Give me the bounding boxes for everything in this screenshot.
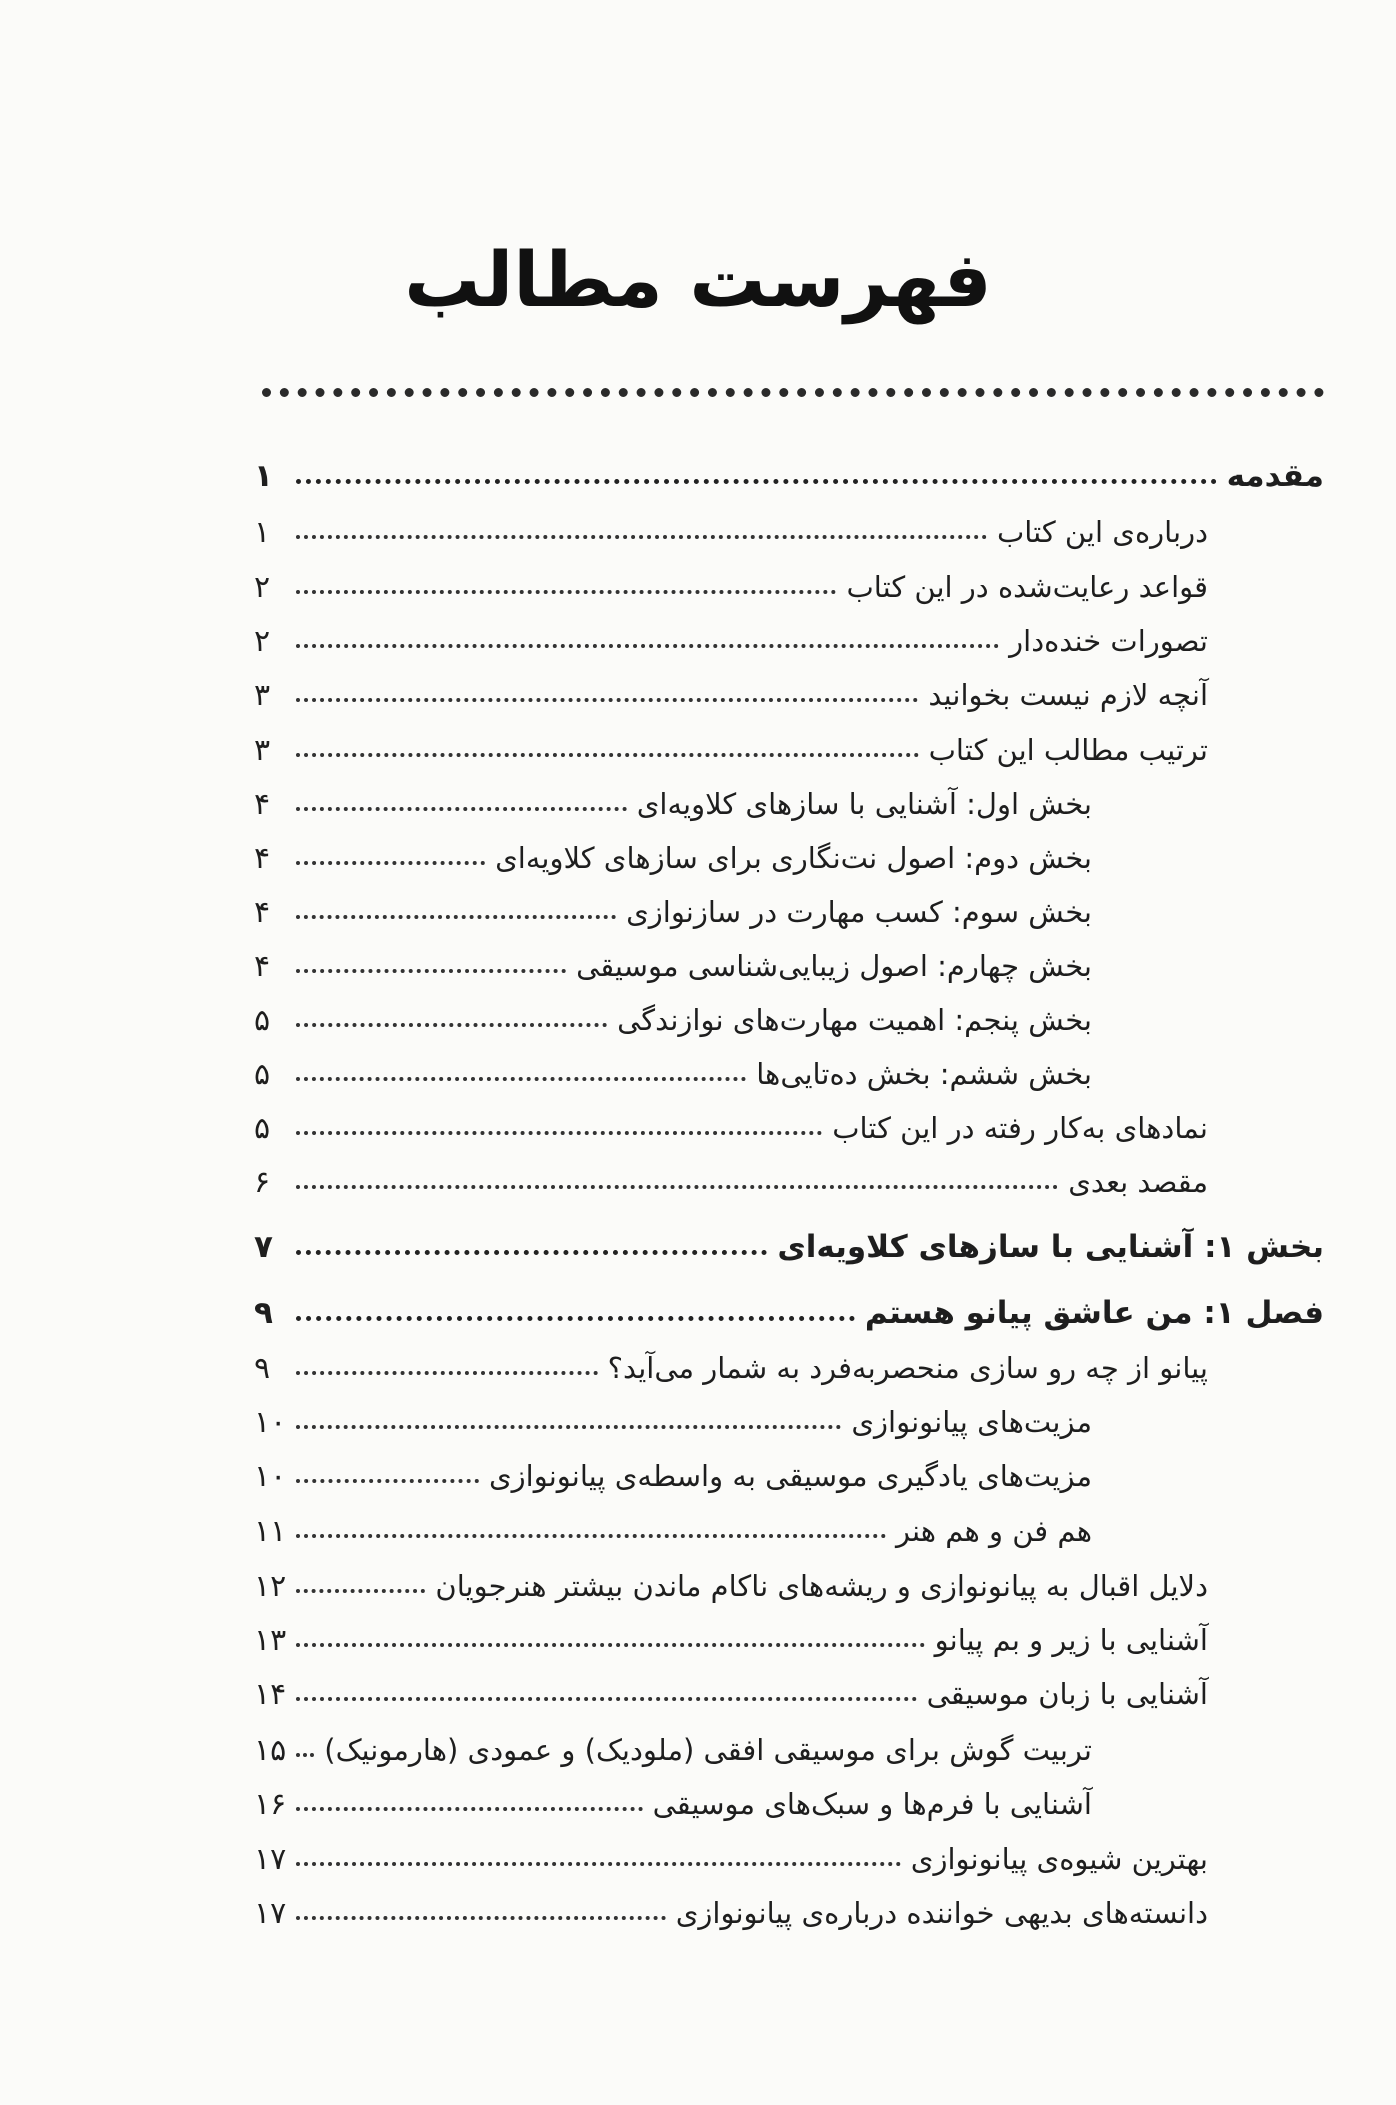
toc-entry-page-number: ۱۳ bbox=[254, 1622, 287, 1658]
dot-leader bbox=[296, 1371, 598, 1375]
dot-leader bbox=[296, 1077, 746, 1081]
dot-leader bbox=[296, 644, 999, 648]
toc-entry-label: بخش اول: آشنایی با سازهای کلاویه‌ای bbox=[636, 787, 1092, 821]
dot-leader bbox=[296, 1807, 643, 1811]
toc-entry-page-number: ۱۲ bbox=[254, 1568, 287, 1604]
toc-entry[interactable] bbox=[254, 1779, 1092, 1829]
toc-entry-label: دانسته‌های بدیهی خواننده درباره‌ی پیانونوازی bbox=[675, 1896, 1208, 1930]
dot-leader bbox=[296, 1862, 901, 1866]
toc-entry-label: نمادهای به‌کار رفته در این کتاب bbox=[832, 1111, 1208, 1145]
toc-entry-label: آنچه لازم نیست بخوانید bbox=[928, 678, 1208, 712]
toc-entry-page-number: ۴ bbox=[254, 948, 271, 984]
dot-leader bbox=[296, 1479, 479, 1483]
toc-entry-page-number: ۱۰ bbox=[254, 1458, 287, 1494]
dot-leader bbox=[296, 807, 627, 811]
toc-entry-page-number: ۲ bbox=[254, 569, 271, 605]
toc-entry-label: بخش چهارم: اصول زیبایی‌شناسی موسیقی bbox=[576, 949, 1092, 983]
toc-entry[interactable] bbox=[254, 995, 1092, 1045]
toc-entry-page-number: ۶ bbox=[254, 1164, 271, 1200]
toc-entry-page-number: ۱۷ bbox=[254, 1841, 287, 1877]
toc-entry-page-number: ۱۰ bbox=[254, 1404, 287, 1440]
dot-leader bbox=[296, 1534, 886, 1538]
toc-entry[interactable] bbox=[254, 451, 1324, 501]
toc-entry-label: تربیت گوش برای موسیقی افقی (ملودیک) و عمودی (هارمونیک) bbox=[324, 1733, 1092, 1767]
toc-entry[interactable] bbox=[254, 1343, 1208, 1393]
toc-entry-label: آشنایی با زبان موسیقی bbox=[926, 1677, 1208, 1711]
toc-entry[interactable] bbox=[254, 941, 1092, 991]
toc-entry-label: آشنایی با فرم‌ها و سبک‌های موسیقی bbox=[652, 1787, 1092, 1821]
toc-entry-label: ترتیب مطالب این کتاب bbox=[928, 733, 1208, 767]
toc-entry[interactable] bbox=[254, 1222, 1324, 1272]
toc-entry-page-number: ۴ bbox=[254, 894, 271, 930]
toc-entry-label: بخش ۱: آشنایی با سازهای کلاویه‌ای bbox=[777, 1229, 1324, 1265]
toc-entry-label: پیانو از چه رو سازی منحصربه‌فرد به شمار می‌آید؟ bbox=[607, 1351, 1208, 1385]
dot-leader bbox=[296, 915, 616, 919]
dot-leader bbox=[296, 1753, 314, 1757]
toc-entry-page-number: ۱ bbox=[254, 514, 271, 550]
toc-entry[interactable] bbox=[254, 670, 1208, 720]
dot-leader bbox=[296, 753, 919, 757]
toc-entry-label: بخش ششم: بخش ده‌تایی‌ها bbox=[756, 1057, 1092, 1091]
dot-leader bbox=[296, 1697, 917, 1701]
toc-entry[interactable] bbox=[254, 1506, 1092, 1556]
toc-entry-label: مقصد بعدی bbox=[1068, 1165, 1208, 1199]
toc-entry-label: مقدمه bbox=[1226, 458, 1324, 494]
toc-entry-label: دلایل اقبال به پیانونوازی و ریشه‌های ناکام ماندن بیشتر هنرجویان bbox=[435, 1569, 1208, 1603]
toc-entry[interactable] bbox=[254, 1397, 1092, 1447]
dot-leader bbox=[296, 590, 836, 594]
toc-entry[interactable] bbox=[254, 616, 1208, 666]
toc-entry[interactable] bbox=[254, 1049, 1092, 1099]
toc-entry-page-number: ۹ bbox=[254, 1350, 271, 1386]
toc-entry-page-number: ۱۶ bbox=[254, 1786, 287, 1822]
toc-entry-page-number: ۱ bbox=[254, 458, 273, 494]
toc-entry-page-number: ۳ bbox=[254, 732, 271, 768]
toc-entry-label: بخش پنجم: اهمیت مهارت‌های نوازندگی bbox=[617, 1003, 1092, 1037]
dot-leader bbox=[296, 1425, 841, 1429]
toc-entry-page-number: ۳ bbox=[254, 677, 271, 713]
toc-entry-label: تصورات خنده‌دار bbox=[1009, 624, 1208, 658]
dot-leader bbox=[296, 1643, 925, 1647]
toc-entry[interactable] bbox=[254, 1451, 1092, 1501]
page-title: فهرست مطالب bbox=[404, 235, 992, 324]
toc-entry-page-number: ۷ bbox=[254, 1229, 273, 1265]
toc-entry-label: بهترین شیوه‌ی پیانونوازی bbox=[910, 1842, 1208, 1876]
toc-entry[interactable] bbox=[254, 1834, 1208, 1884]
dot-leader bbox=[296, 861, 485, 865]
dot-leader bbox=[296, 1250, 767, 1255]
toc-entry-page-number: ۱۴ bbox=[254, 1676, 287, 1712]
toc-entry-page-number: ۲ bbox=[254, 623, 271, 659]
toc-entry-page-number: ۱۷ bbox=[254, 1895, 287, 1931]
dot-leader bbox=[296, 1916, 666, 1920]
toc-entry-label: بخش سوم: کسب مهارت در سازنوازی bbox=[626, 895, 1092, 929]
toc-entry-page-number: ۵ bbox=[254, 1110, 271, 1146]
toc-entry-label: فصل ۱: من عاشق پیانو هستم bbox=[864, 1295, 1324, 1331]
toc-entry-label: هم فن و هم هنر bbox=[895, 1514, 1092, 1548]
toc-entry-page-number: ۴ bbox=[254, 786, 271, 822]
dot-leader bbox=[296, 1316, 855, 1321]
toc-entry-label: درباره‌ی این کتاب bbox=[996, 515, 1208, 549]
dot-leader bbox=[296, 479, 1217, 484]
toc-entry-label: مزیت‌های یادگیری موسیقی به واسطه‌ی پیانونوازی bbox=[488, 1459, 1092, 1493]
toc-entry-page-number: ۱۱ bbox=[254, 1513, 287, 1549]
toc-entry-label: آشنایی با زیر و بم پیانو bbox=[934, 1623, 1208, 1657]
dot-leader bbox=[296, 698, 918, 702]
dot-leader bbox=[296, 1131, 822, 1135]
toc-entry[interactable] bbox=[254, 1888, 1208, 1938]
toc-entry[interactable] bbox=[254, 725, 1208, 775]
dot-leader bbox=[296, 969, 566, 973]
toc-entry-page-number: ۵ bbox=[254, 1056, 271, 1092]
toc-entry[interactable] bbox=[254, 1103, 1208, 1153]
toc-entry-page-number: ۱۵ bbox=[254, 1732, 287, 1768]
dot-leader bbox=[296, 1023, 607, 1027]
toc-entry[interactable] bbox=[254, 887, 1092, 937]
dot-leader bbox=[296, 1185, 1058, 1189]
toc-entry[interactable] bbox=[254, 1288, 1324, 1338]
toc-entry-label: قواعد رعایت‌شده در این کتاب bbox=[846, 570, 1208, 604]
toc-entry[interactable] bbox=[254, 562, 1208, 612]
toc-entry[interactable] bbox=[254, 507, 1208, 557]
toc-entry-page-number: ۴ bbox=[254, 840, 271, 876]
toc-entry-label: مزیت‌های پیانونوازی bbox=[851, 1405, 1092, 1439]
toc-entry[interactable] bbox=[254, 833, 1092, 883]
toc-entry-page-number: ۵ bbox=[254, 1002, 271, 1038]
toc-entry-page-number: ۹ bbox=[254, 1295, 273, 1331]
toc-entry[interactable] bbox=[254, 1615, 1208, 1665]
toc-entry[interactable] bbox=[254, 1725, 1092, 1775]
dot-leader bbox=[296, 535, 987, 539]
toc-entry[interactable] bbox=[254, 779, 1092, 829]
toc-entry[interactable] bbox=[254, 1669, 1208, 1719]
toc-entry[interactable] bbox=[254, 1561, 1208, 1611]
toc-entry-label: بخش دوم: اصول نت‌نگاری برای سازهای کلاویه‌ای bbox=[495, 841, 1092, 875]
dot-leader bbox=[296, 1589, 425, 1593]
toc-entry[interactable] bbox=[254, 1157, 1208, 1207]
